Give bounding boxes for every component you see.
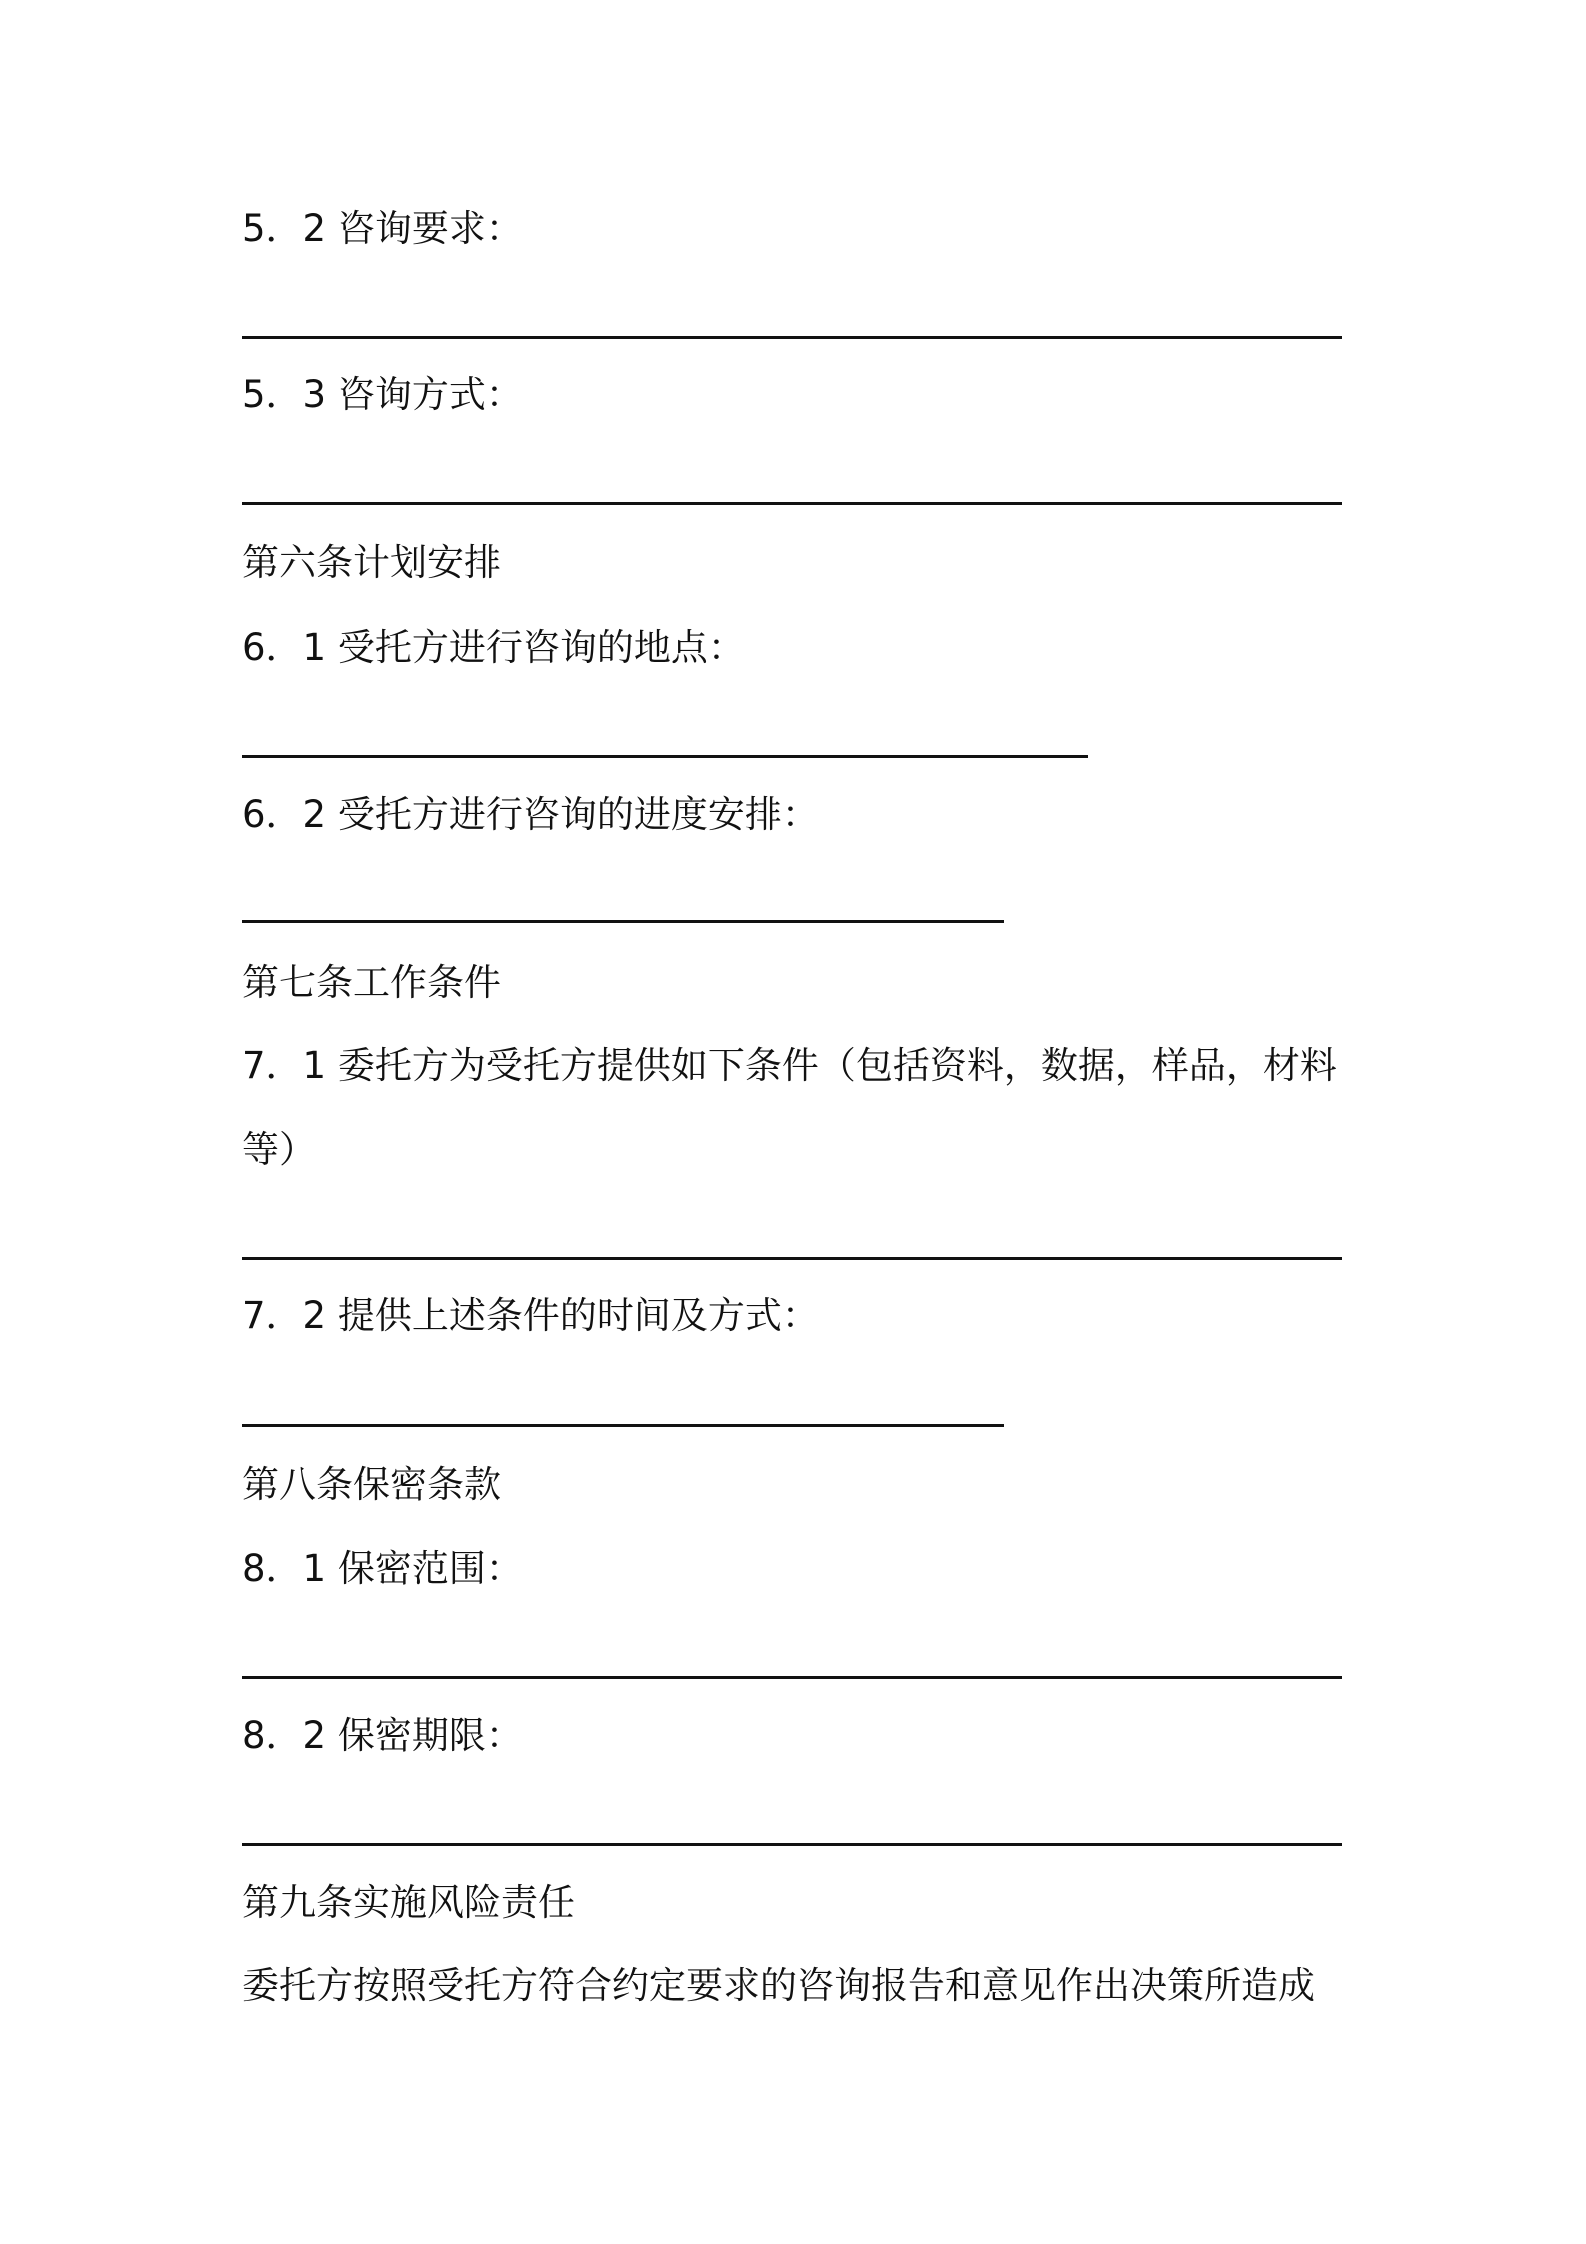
fill-in-blank-7-2[interactable] [242,1424,1004,1427]
fill-in-blank-8-1[interactable] [242,1676,1342,1679]
article-9-paragraph-line1: 委托方按照受托方符合约定要求的咨询报告和意见作出决策所造成 [242,1964,1315,2007]
article-7-heading: 第七条工作条件 [242,961,501,1004]
fill-in-blank-5-2[interactable] [242,336,1342,339]
clause-7-2-label: 7．2 提供上述条件的时间及方式： [242,1294,819,1337]
clause-7-1-label-line1: 7．1 委托方为受托方提供如下条件（包括资料，数据，样品，材料 [242,1044,1337,1087]
clause-6-2-label: 6．2 受托方进行咨询的进度安排： [242,793,819,836]
fill-in-blank-8-2[interactable] [242,1843,1342,1846]
clause-8-2-label: 8．2 保密期限： [242,1714,523,1757]
article-9-heading: 第九条实施风险责任 [242,1881,575,1924]
clause-7-1-label-line2: 等） [242,1128,316,1171]
fill-in-blank-5-3[interactable] [242,502,1342,505]
fill-in-blank-7-1[interactable] [242,1257,1342,1260]
clause-6-1-label: 6．1 受托方进行咨询的地点： [242,626,745,669]
clause-5-3-label: 5．3 咨询方式： [242,373,523,416]
clause-8-1-label: 8．1 保密范围： [242,1547,523,1590]
article-8-heading: 第八条保密条款 [242,1463,501,1506]
fill-in-blank-6-1[interactable] [242,755,1088,758]
article-6-heading: 第六条计划安排 [242,541,501,584]
clause-5-2-label: 5．2 咨询要求： [242,207,523,250]
fill-in-blank-6-2[interactable] [242,920,1004,923]
